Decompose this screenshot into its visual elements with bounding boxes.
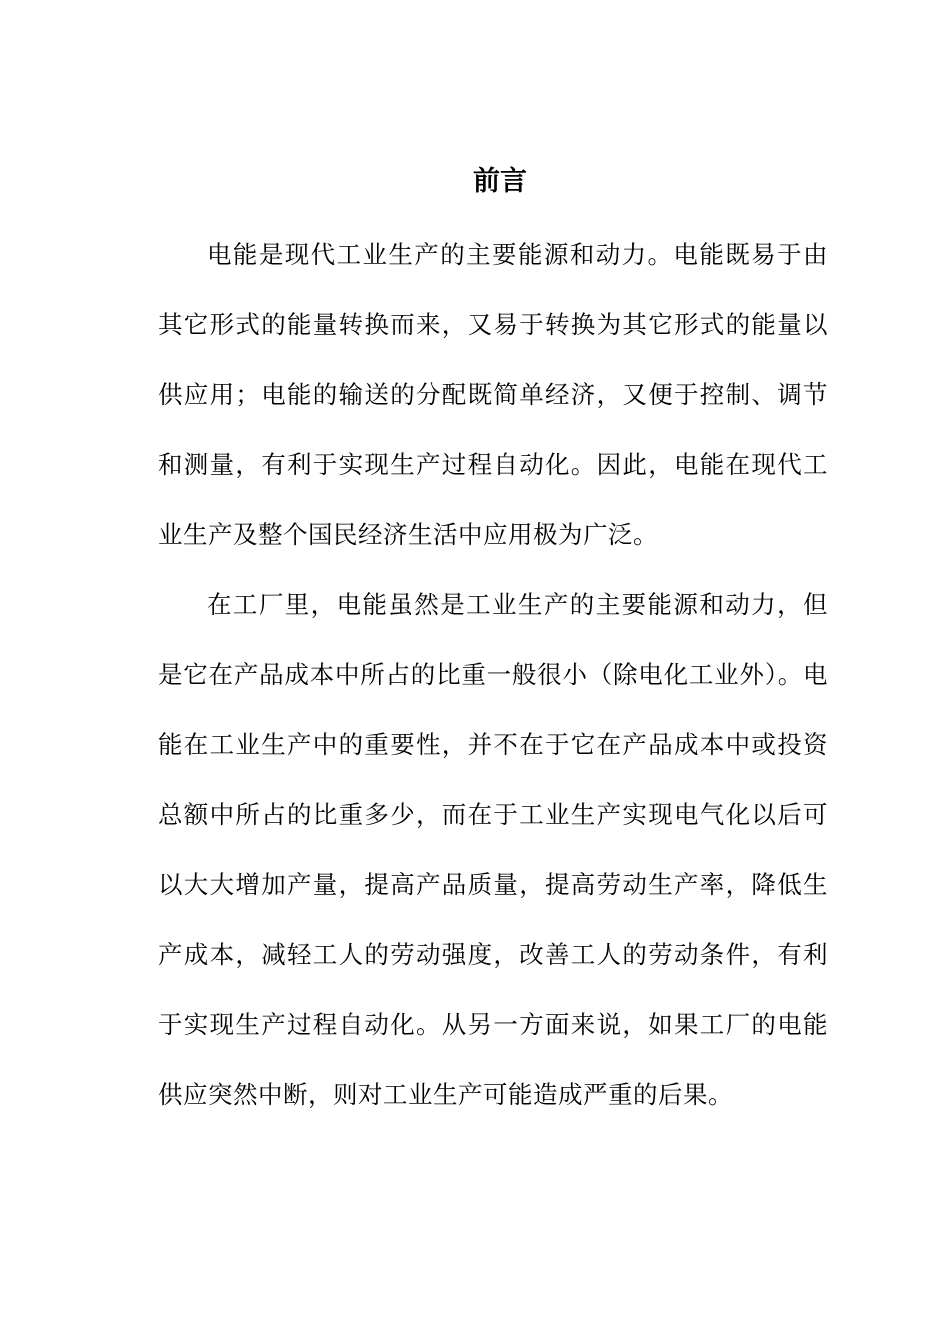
paragraph-1: 电能是现代工业生产的主要能源和动力。电能既易于由其它形式的能量转换而来，又易于转换为其它形式的能量以供应用；电能的输送的分配既简单经济，又便于控制、调节和测量，有利于实现生产过程自动化。因此，电能在现代工业生产及整个国民经济生活中应用极为广泛。 — [158, 240, 828, 549]
page-title: 前言 — [473, 166, 527, 197]
document-body — [158, 220, 828, 1130]
paragraph-2: 在工厂里，电能虽然是工业生产的主要能源和动力，但是它在产品成本中所占的比重一般很小（除电化工业外）。电能在工业生产中的重要性，并不在于它在产品成本中或投资总额中所占的比重多少，而在于工业生产实现电气化以后可以大大增加产量，提高产品质量，提高劳动生产率，降低生产成本，减轻工人的劳动强度，改善工人的劳动条件，有利于实现生产过程自动化。从另一方面来说，如果工厂的电能供应突然中断，则对工业生产可能造成严重的后果。 — [158, 590, 828, 1109]
